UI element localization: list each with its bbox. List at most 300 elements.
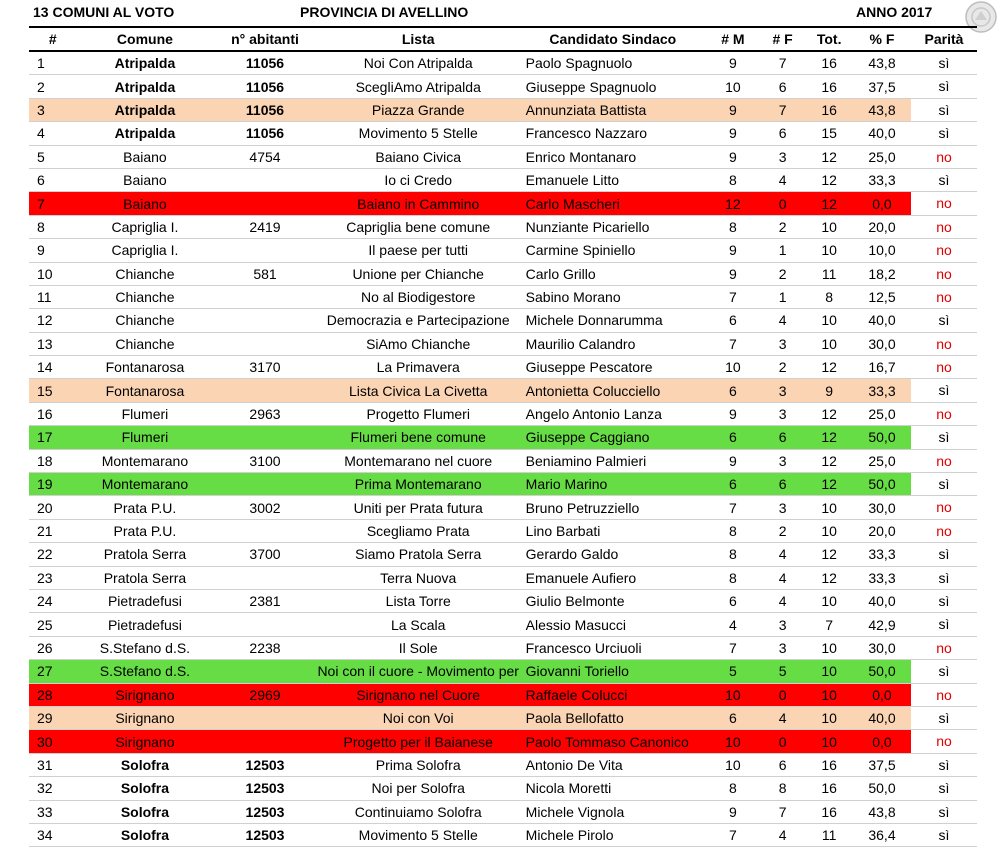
cell-f: 4 [778,827,787,844]
table-header-row [29,27,911,51]
cell-pf: 50,0 [868,780,896,797]
table-row [29,823,911,846]
cell-f: 6 [778,125,787,142]
cell-parita: no [911,730,977,753]
cell-parita: no [911,216,977,239]
cell-lista: Il Sole [398,639,438,656]
table-row [29,239,911,262]
cell-tot: 12 [821,172,837,189]
cell-abitanti: 3002 [249,499,281,516]
cell-tot: 12 [805,473,853,496]
cell-number: 9 [37,242,45,259]
cell-abitanti: 12503 [245,827,285,844]
cell-lista: Continuiamo Solofra [354,803,482,820]
cell-number: 2 [37,78,45,95]
cell-candidato: Francesco Nazzaro [525,125,648,142]
cell-candidato: Alessio Masucci [525,616,627,633]
cell-comune: Pietradefusi [107,616,182,633]
cell-f: 4 [778,569,787,586]
cell-pf: 43,8 [868,55,896,72]
table-row [29,215,911,238]
cell-number: 11 [37,289,52,306]
cell-tot: 16 [821,780,837,797]
cell-parita: sì [911,543,977,566]
cell-abitanti [213,730,317,753]
cell-tot: 10 [821,639,837,656]
cell-parita: sì [911,777,977,800]
cell-number: 25 [37,616,53,633]
cell-m: 8 [729,218,737,235]
cell-lista: Lista Civica La Civetta [317,379,520,402]
cell-f: 6 [778,78,787,95]
cell-tot: 12 [821,406,837,423]
cell-candidato: Gerardo Galdo [525,546,619,563]
table-row [29,51,911,75]
cell-tot: 12 [821,546,837,563]
cell-lista: Terra Nuova [380,569,457,586]
cell-comune: Fontanarosa [77,379,214,402]
cell-abitanti [213,473,317,496]
cell-f: 1 [778,289,787,306]
cell-abitanti [213,519,317,542]
cell-pf: 40,0 [853,706,911,729]
table-row [29,145,911,168]
cell-m: 8 [729,569,737,586]
col-header-tot: Tot. [805,27,853,51]
cell-lista: Prima Montemarano [317,473,520,496]
cell-parita: sì [911,309,977,332]
parita-column [911,26,977,847]
cell-parita: sì [911,473,977,496]
cell-tot: 16 [821,55,837,72]
cell-tot: 10 [821,312,837,329]
cell-lista: Baiano in Cammino [317,192,520,215]
cell-number: 23 [37,569,53,586]
cell-abitanti [213,168,317,191]
cell-lista: Uniti per Prata futura [353,499,483,516]
col-header-candidato: Candidato Sindaco [520,27,706,51]
cell-comune: S.Stefano d.S. [77,660,214,683]
cell-f: 8 [778,780,787,797]
cell-f: 0 [760,192,806,215]
cell-m: 9 [729,803,737,820]
cell-comune: Sirignano [77,730,214,753]
cell-f: 1 [778,242,787,259]
cell-m: 6 [706,706,760,729]
table-row [29,122,911,145]
cell-tot: 12 [821,148,837,165]
cell-parita: no [911,146,977,169]
cell-candidato: Paolo Tommaso Canonico [520,730,706,753]
cell-tot: 10 [821,499,837,516]
cell-pf: 36,4 [868,827,896,844]
cell-m: 6 [729,593,737,610]
cell-comune: Baiano [123,148,167,165]
cell-parita: sì [911,660,977,683]
cell-lista: Piazza Grande [317,98,520,121]
cell-pf: 37,5 [868,78,896,95]
cell-comune: Flumeri [77,426,214,449]
cell-candidato: Antonietta Colucciello [520,379,706,402]
cell-parita: no [911,403,977,426]
table-row [29,309,911,332]
cell-lista: SiAmo Chianche [366,335,471,352]
cell-abitanti [213,332,317,355]
cell-pf: 33,3 [868,546,896,563]
cell-parita: sì [911,75,977,98]
cell-m: 9 [729,452,737,469]
col-header-parita: Parità [911,26,977,52]
cell-f: 6 [760,473,806,496]
cell-f: 7 [778,803,787,820]
cell-lista: Siamo Pratola Serra [355,546,482,563]
cell-tot: 9 [805,379,853,402]
table-row [29,379,911,402]
cell-pf: 20,0 [868,523,896,539]
table-row [29,262,911,285]
cell-tot: 12 [805,426,853,449]
cell-abitanti [213,613,317,636]
cell-tot: 10 [821,335,837,352]
cell-tot: 11 [821,265,837,282]
cell-candidato: Francesco Urciuoli [525,639,642,656]
cell-number: 3 [29,98,77,121]
cell-number: 17 [29,426,77,449]
cell-number: 30 [29,730,77,753]
col-header-comune: Comune [77,27,214,51]
cell-candidato: Michele Pirolo [525,827,614,844]
cell-candidato: Carlo Grillo [525,265,596,282]
cell-m: 10 [706,730,760,753]
cell-lista: Montemarano nel cuore [344,452,493,469]
cell-parita: no [911,684,977,707]
cell-lista: Noi Con Atripalda [363,55,473,72]
cell-pf: 30,0 [868,335,896,352]
candidates-table [29,26,911,847]
cell-comune: Prata P.U. [113,499,177,516]
table-row [29,192,911,215]
cell-tot: 16 [821,756,837,773]
col-header-m: # M [706,27,760,51]
cell-number: 33 [37,803,53,820]
header-title-right: ANNO 2017 [856,4,933,20]
cell-abitanti: 2381 [249,593,281,610]
cell-tot: 10 [821,523,837,539]
cell-abitanti: 2238 [249,639,281,656]
cell-candidato: Beniamino Palmieri [525,452,647,469]
cell-pf: 43,8 [853,98,911,121]
cell-pf: 12,5 [868,289,896,306]
cell-parita: no [911,286,977,309]
cell-number: 5 [37,148,45,165]
cell-tot: 12 [821,452,837,469]
cell-parita: no [911,520,977,543]
cell-number: 7 [29,192,77,215]
cell-comune: Prata P.U. [113,523,177,539]
cell-m: 9 [706,98,760,121]
cell-candidato: Michele Vignola [525,803,625,820]
table-row [29,683,911,706]
cell-abitanti [213,706,317,729]
cell-number: 34 [37,827,53,844]
cell-candidato: Maurilio Calandro [525,335,636,352]
cell-tot: 16 [805,98,853,121]
cell-pf: 16,7 [868,359,896,376]
cell-abitanti [213,426,317,449]
cell-parita: sì [911,52,977,75]
cell-number: 15 [29,379,77,402]
table-row [29,800,911,823]
cell-parita: no [911,263,977,286]
cell-comune: Montemarano [101,452,189,469]
cell-comune: Solofra [120,780,170,797]
cell-parita: sì [911,379,977,402]
col-header-pf: % F [853,27,911,51]
cell-number: 16 [37,406,53,423]
cell-comune: Baiano [123,172,167,189]
cell-parita: no [911,356,977,379]
cell-m: 8 [729,523,737,539]
cell-m: 8 [729,546,737,563]
cell-candidato: Sabino Morano [525,289,621,306]
cell-parita: no [911,637,977,660]
cell-candidato: Giulio Belmonte [525,593,625,610]
cell-f: 3 [778,406,787,423]
col-header-number: # [29,27,77,51]
cell-pf: 10,0 [868,242,896,259]
cell-f: 2 [778,523,787,539]
cell-abitanti [213,309,317,332]
table-row [29,98,911,121]
cell-number: 26 [37,639,53,656]
cell-candidato: Emanuele Aufiero [525,569,637,586]
cell-lista: La Scala [390,616,446,633]
cell-abitanti: 3700 [249,546,281,563]
cell-lista: Democrazia e Partecipazione [326,312,510,329]
cell-m: 6 [706,473,760,496]
cell-comune: Atripalda [114,55,176,72]
table-row [29,706,911,729]
cell-number: 10 [37,265,53,282]
table-row [29,356,911,379]
cell-m: 9 [729,242,737,259]
cell-tot: 10 [805,660,853,683]
cell-tot: 10 [821,218,837,235]
cell-comune: Flumeri [121,406,169,423]
cell-comune: Atripalda [114,78,176,95]
cell-comune: Pratola Serra [103,546,187,563]
table-row [29,730,911,753]
cell-number: 18 [37,452,53,469]
cell-comune: Solofra [120,756,170,773]
cell-candidato: Giovanni Toriello [520,660,706,683]
cell-pf: 50,0 [853,473,911,496]
table-row [29,496,911,519]
cell-candidato: Paola Bellofatto [520,706,706,729]
cell-parita: sì [911,567,977,590]
cell-comune: Pratola Serra [103,569,187,586]
cell-pf: 20,0 [868,218,896,235]
cell-lista: Movimento 5 Stelle [358,827,478,844]
cell-candidato: Emanuele Litto [525,172,620,189]
cell-candidato: Giuseppe Spagnuolo [525,78,657,95]
cell-candidato: Bruno Petruzziello [525,499,640,516]
cell-tot: 16 [821,78,837,95]
cell-m: 7 [729,289,737,306]
cell-parita: sì [911,99,977,122]
cell-f: 6 [760,426,806,449]
cell-candidato: Enrico Montanaro [525,148,637,165]
cell-number: 8 [37,218,45,235]
cell-f: 7 [760,98,806,121]
cell-comune: Chianche [115,335,175,352]
cell-abitanti [213,239,317,262]
cell-pf: 40,0 [868,125,896,142]
cell-m: 6 [706,379,760,402]
cell-tot: 10 [805,683,853,706]
cell-number: 24 [37,593,53,610]
cell-f: 3 [778,335,787,352]
cell-f: 3 [778,499,787,516]
cell-number: 27 [29,660,77,683]
cell-lista: ScegliAmo Atripalda [355,78,481,95]
cell-number: 28 [29,683,77,706]
table-row [29,449,911,472]
cell-abitanti: 11056 [245,78,285,95]
cell-parita: sì [911,613,977,636]
cell-pf: 37,5 [868,756,896,773]
cell-pf: 33,3 [868,569,896,586]
cell-parita: sì [911,590,977,613]
cell-abitanti: 2963 [249,406,281,423]
parita-cells [911,52,977,847]
cell-abitanti: 3170 [249,359,281,376]
cell-tot: 12 [821,359,837,376]
cell-abitanti: 2419 [249,218,281,235]
cell-m: 7 [729,499,737,516]
cell-f: 2 [778,359,787,376]
cell-f: 7 [778,55,787,72]
cell-number: 32 [37,780,53,797]
cell-f: 4 [760,706,806,729]
cell-abitanti [213,285,317,308]
cell-m: 10 [725,359,741,376]
cell-number: 31 [37,756,53,773]
cell-comune: Montemarano [77,473,214,496]
table-body [29,51,911,847]
cell-candidato: Michele Donnarumma [525,312,663,329]
cell-parita: sì [911,801,977,824]
cell-abitanti [213,566,317,589]
cell-tot: 7 [825,616,834,633]
cell-pf: 25,0 [868,406,896,423]
cell-pf: 0,0 [853,192,911,215]
cell-candidato: Mario Marino [520,473,706,496]
cell-f: 4 [778,172,787,189]
cell-m: 7 [729,335,737,352]
cell-f: 3 [778,148,787,165]
cell-abitanti: 2969 [213,683,317,706]
cell-f: 2 [778,218,787,235]
cell-m: 9 [729,406,737,423]
cell-abitanti: 4754 [249,148,281,165]
cell-comune: Solofra [120,827,170,844]
cell-parita: no [911,450,977,473]
cell-f: 3 [778,616,787,633]
cell-lista: No al Biodigestore [361,289,476,306]
cell-pf: 43,8 [868,803,896,820]
cell-comune: Chianche [115,265,175,282]
cell-f: 2 [778,265,787,282]
table-row [29,519,911,542]
cell-m: 7 [729,639,737,656]
cell-number: 29 [29,706,77,729]
cell-parita: sì [911,754,977,777]
cell-m: 6 [706,426,760,449]
table-row [29,613,911,636]
cell-lista: Progetto per il Baianese [317,730,520,753]
table-row [29,332,911,355]
header-title-left: 13 COMUNI AL VOTO [33,4,175,20]
cell-abitanti: 11056 [213,98,317,121]
cell-f: 4 [778,546,787,563]
cell-m: 9 [729,148,737,165]
table-row [29,426,911,449]
cell-pf: 30,0 [868,639,896,656]
cell-parita: no [911,192,977,215]
table-row [29,168,911,191]
cell-candidato: Annunziata Battista [520,98,706,121]
table-row [29,75,911,98]
cell-lista: Noi per Solofra [371,780,465,797]
cell-m: 6 [729,312,737,329]
cell-f: 3 [778,639,787,656]
cell-pf: 25,0 [868,148,896,165]
cell-pf: 0,0 [853,683,911,706]
cell-lista: Flumeri bene comune [317,426,520,449]
table-row [29,777,911,800]
cell-f: 0 [760,730,806,753]
cell-comune: S.Stefano d.S. [99,639,191,656]
cell-parita: sì [911,122,977,145]
cell-candidato: Paolo Spagnuolo [525,55,633,72]
cell-candidato: Antonio De Vita [525,756,623,773]
cell-pf: 0,0 [853,730,911,753]
cell-comune: Chianche [115,312,175,329]
cell-abitanti: 11056 [245,55,285,72]
cell-m: 9 [729,265,737,282]
cell-parita: sì [911,169,977,192]
cell-comune: Atripalda [77,98,214,121]
cell-f: 4 [778,312,787,329]
cell-lista: Io ci Credo [384,172,453,189]
cell-pf: 50,0 [853,660,911,683]
cell-pf: 40,0 [868,312,896,329]
cell-pf: 42,9 [868,616,896,633]
cell-tot: 10 [821,242,837,259]
cell-number: 6 [37,172,45,189]
cell-lista: Lista Torre [385,593,451,610]
cell-number: 12 [37,312,53,329]
cell-pf: 18,2 [868,265,896,282]
cell-m: 9 [729,125,737,142]
col-header-f: # F [760,27,806,51]
cell-m: 8 [729,780,737,797]
cell-m: 8 [729,172,737,189]
table-row [29,636,911,659]
cell-candidato: Angelo Antonio Lanza [525,406,662,423]
cell-tot: 10 [821,593,837,610]
